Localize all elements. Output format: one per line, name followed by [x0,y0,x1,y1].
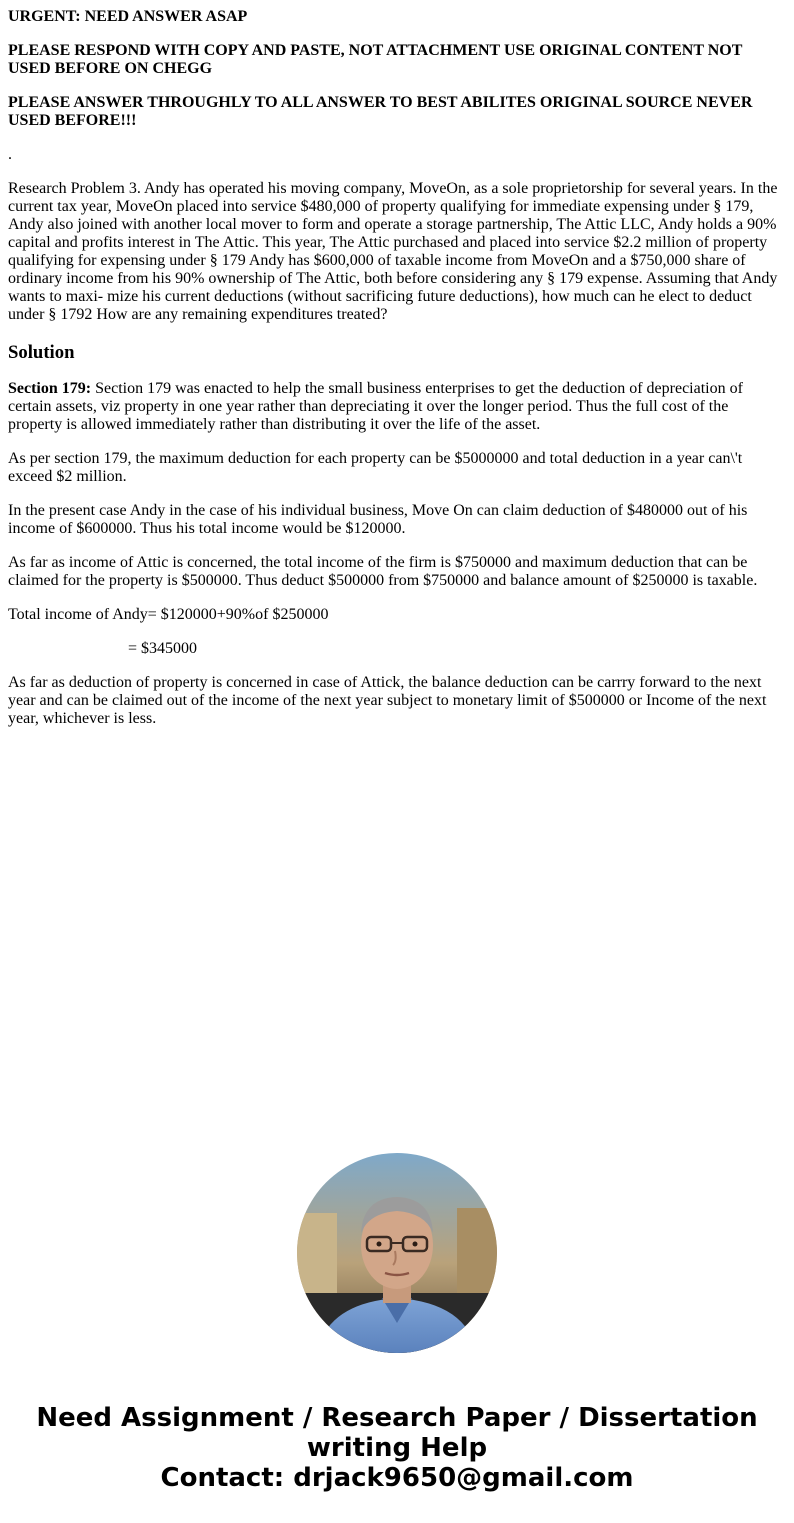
section-179-label: Section 179: [8,380,92,397]
urgent-note: URGENT: NEED ANSWER ASAP [8,8,248,25]
document-body [8,8,786,744]
section-179-paragraph [8,380,786,434]
total-income-result: = $345000 [128,640,198,657]
problem-text: Research Problem 3. Andy has operated his moving company, MoveOn, as a sole proprietorship for several years. In the current tax year, MoveOn placed into service $480,000 of property qualifying for immediate expensing under § 179, Andy also joined with another local mover to form and operate a storage partnership, The Attic LLC, Andy holds a 90% capital and profits interest in The Attic. This year, The Attic purchased and placed into service $2.2 million of property qualifying for expensing under § 179 Andy has $600,000 of taxable income from MoveOn and a $750,000 share of ordinary income from his 90% ownership of The Attic, both before considering any § 179 expense. Assuming that Andy wants to maxi- mize his current deductions (without sacrificing future deductions), how much can he elect to deduct under § 1792 How are any remaining expenditures treated? [8,180,778,323]
footer-contact-email: Contact: drjack9650@gmail.com [160,1463,634,1493]
max-deduction-paragraph: As per section 179, the maximum deduction for each property can be $5000000 and total deduction in a year can\'t exceed $2 million. [8,450,743,485]
thorough-note: PLEASE ANSWER THROUGHLY TO ALL ANSWER TO BEST ABILITES ORIGINAL SOURCE NEVER USED BEFORE!!! [8,94,753,129]
author-avatar [297,1153,497,1353]
section-179-text: Section 179 was enacted to help the small business enterprises to get the deduction of depreciation of certain assets, viz property in one year rather than depreciating it over the longer period. Thus the full cost of the property is allowed immediately rather than distributing it over the life of the asset. [8,380,743,433]
contact-footer [0,1403,794,1493]
avatar-portrait-image [297,1153,497,1353]
attic-paragraph: As far as income of Attic is concerned, the total income of the firm is $750000 and maximum deduction that can be claimed for the property is $500000. Thus deduct $500000 from $750000 and balance amount of $250000 is taxable. [8,554,758,589]
solution-heading: Solution [8,342,75,363]
separator-dot: . [8,146,12,163]
carry-forward-paragraph: As far as deduction of property is concerned in case of Attick, the balance deduction can be carrry forward to the next year and can be claimed out of the income of the next year subject to monetary limit of $500000 or Income of the next year, whichever is less. [8,674,767,727]
total-income-line: Total income of Andy= $120000+90%of $250000 [8,606,329,623]
moveon-paragraph: In the present case Andy in the case of his individual business, Move On can claim deduction of $480000 out of his income of $600000. Thus his total income would be $120000. [8,502,748,537]
footer-line-2: writing Help [306,1433,488,1463]
footer-line-1: Need Assignment / Research Paper / Dissertation [36,1403,758,1433]
respond-note: PLEASE RESPOND WITH COPY AND PASTE, NOT ATTACHMENT USE ORIGINAL CONTENT NOT USED BEFORE ON CHEGG [8,42,743,77]
